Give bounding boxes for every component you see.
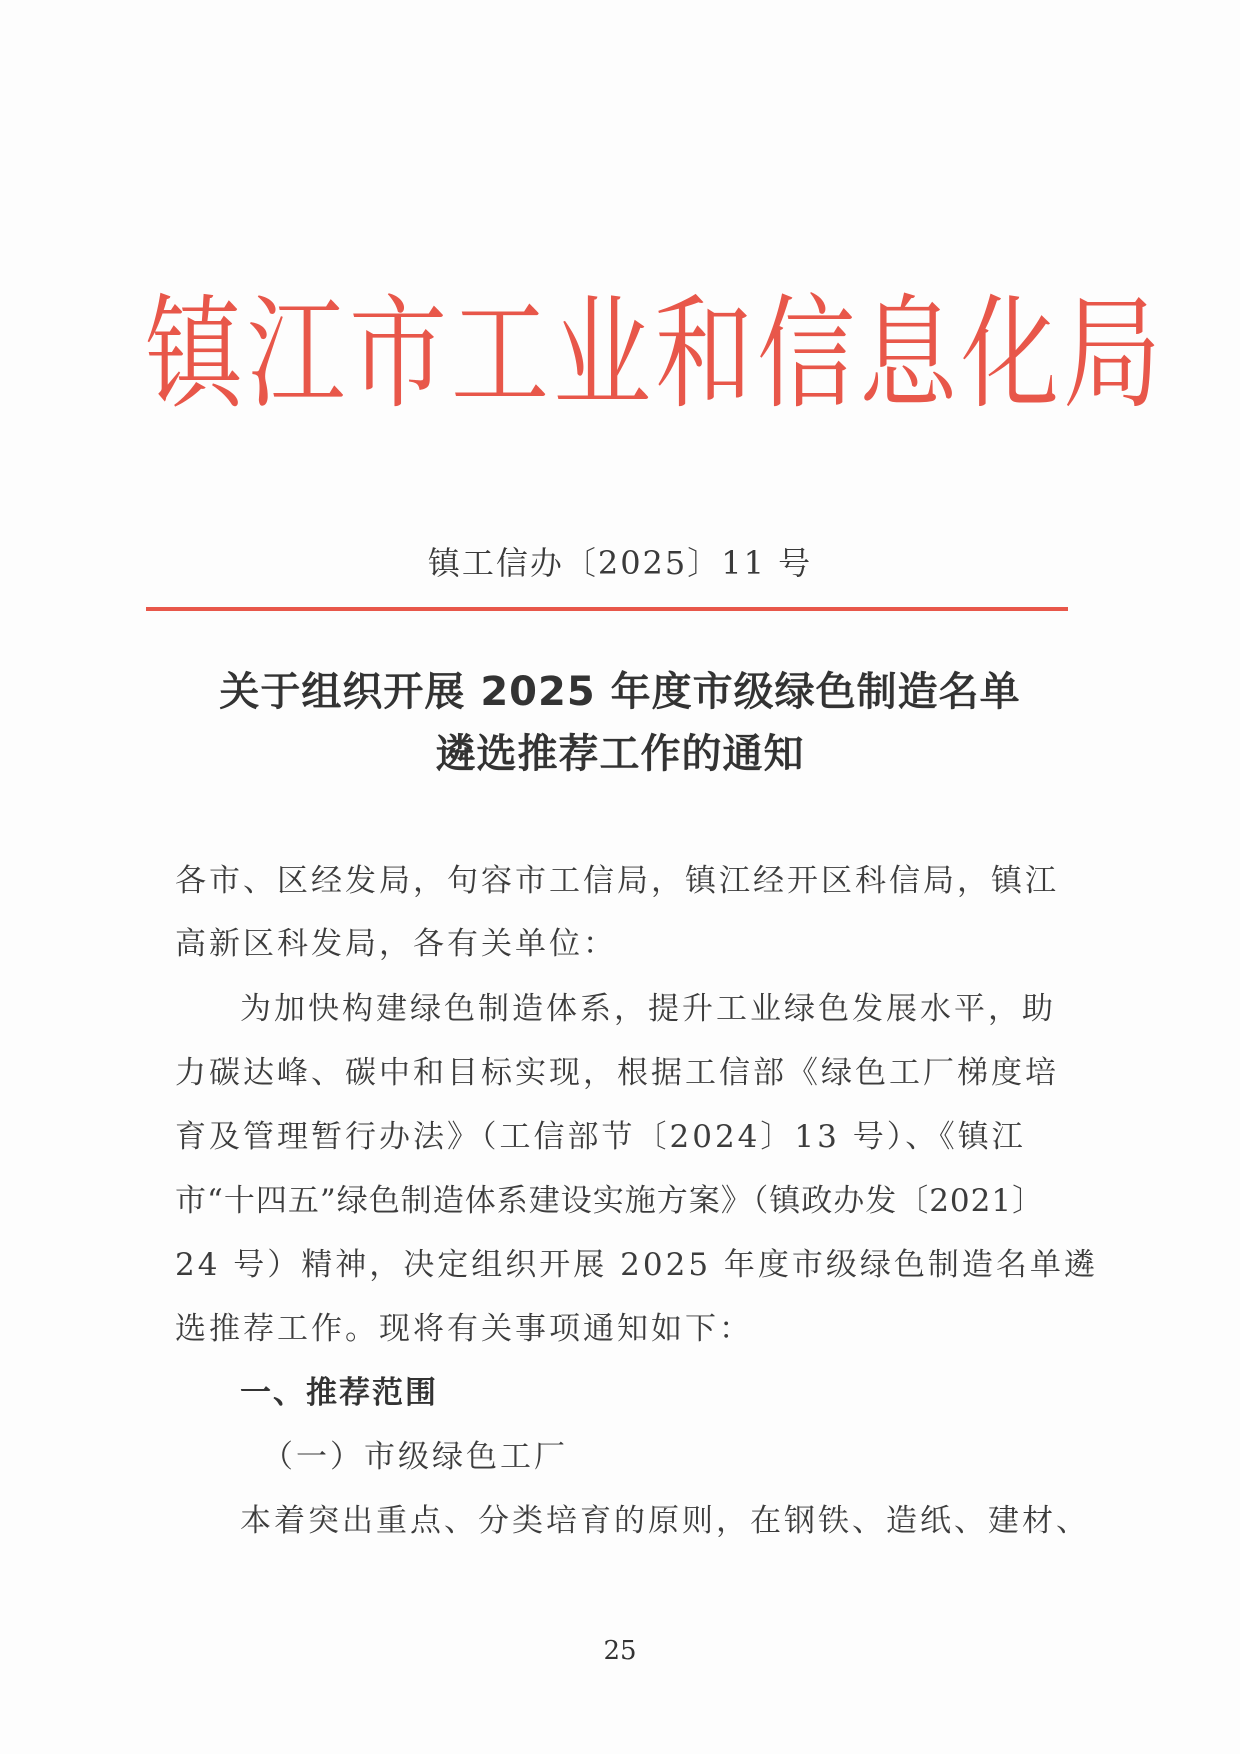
body-paragraph-line: 本着突出重点、分类培育的原则，在钢铁、造纸、建材、 <box>240 1503 1090 1539</box>
section-heading: 一、推荐范围 <box>240 1375 438 1411</box>
body-paragraph-line: 选推荐工作。现将有关事项通知如下： <box>175 1311 753 1347</box>
organization-header: 镇江市工业和信息化局 <box>145 283 1166 427</box>
body-paragraph-line: 育及管理暂行办法》（工信部节〔2024〕13 号）、《镇江 <box>175 1119 1026 1155</box>
document-title-line-2: 遴选推荐工作的通知 <box>435 731 805 777</box>
body-paragraph-line: 24 号）精神，决定组织开展 2025 年度市级绿色制造名单遴 <box>175 1247 1098 1283</box>
document-number: 镇工信办〔2025〕11 号 <box>427 544 813 582</box>
red-divider-line <box>146 607 1068 611</box>
document-title-line-1: 关于组织开展 2025 年度市级绿色制造名单 <box>219 669 1021 715</box>
body-paragraph-line: 为加快构建绿色制造体系，提升工业绿色发展水平，助 <box>240 991 1056 1027</box>
body-paragraph-line: 力碳达峰、碳中和目标实现，根据工信部《绿色工厂梯度培 <box>175 1055 1059 1091</box>
addressee-line-1: 各市、区经发局，句容市工信局，镇江经开区科信局，镇江 <box>175 863 1059 899</box>
addressee-line-2: 高新区科发局，各有关单位： <box>175 926 617 962</box>
page-number: 25 <box>603 1636 637 1666</box>
body-paragraph-line: 市“十四五”绿色制造体系建设实施方案》（镇政办发〔2021〕 <box>175 1183 1045 1219</box>
subsection-heading: （一）市级绿色工厂 <box>262 1439 568 1475</box>
